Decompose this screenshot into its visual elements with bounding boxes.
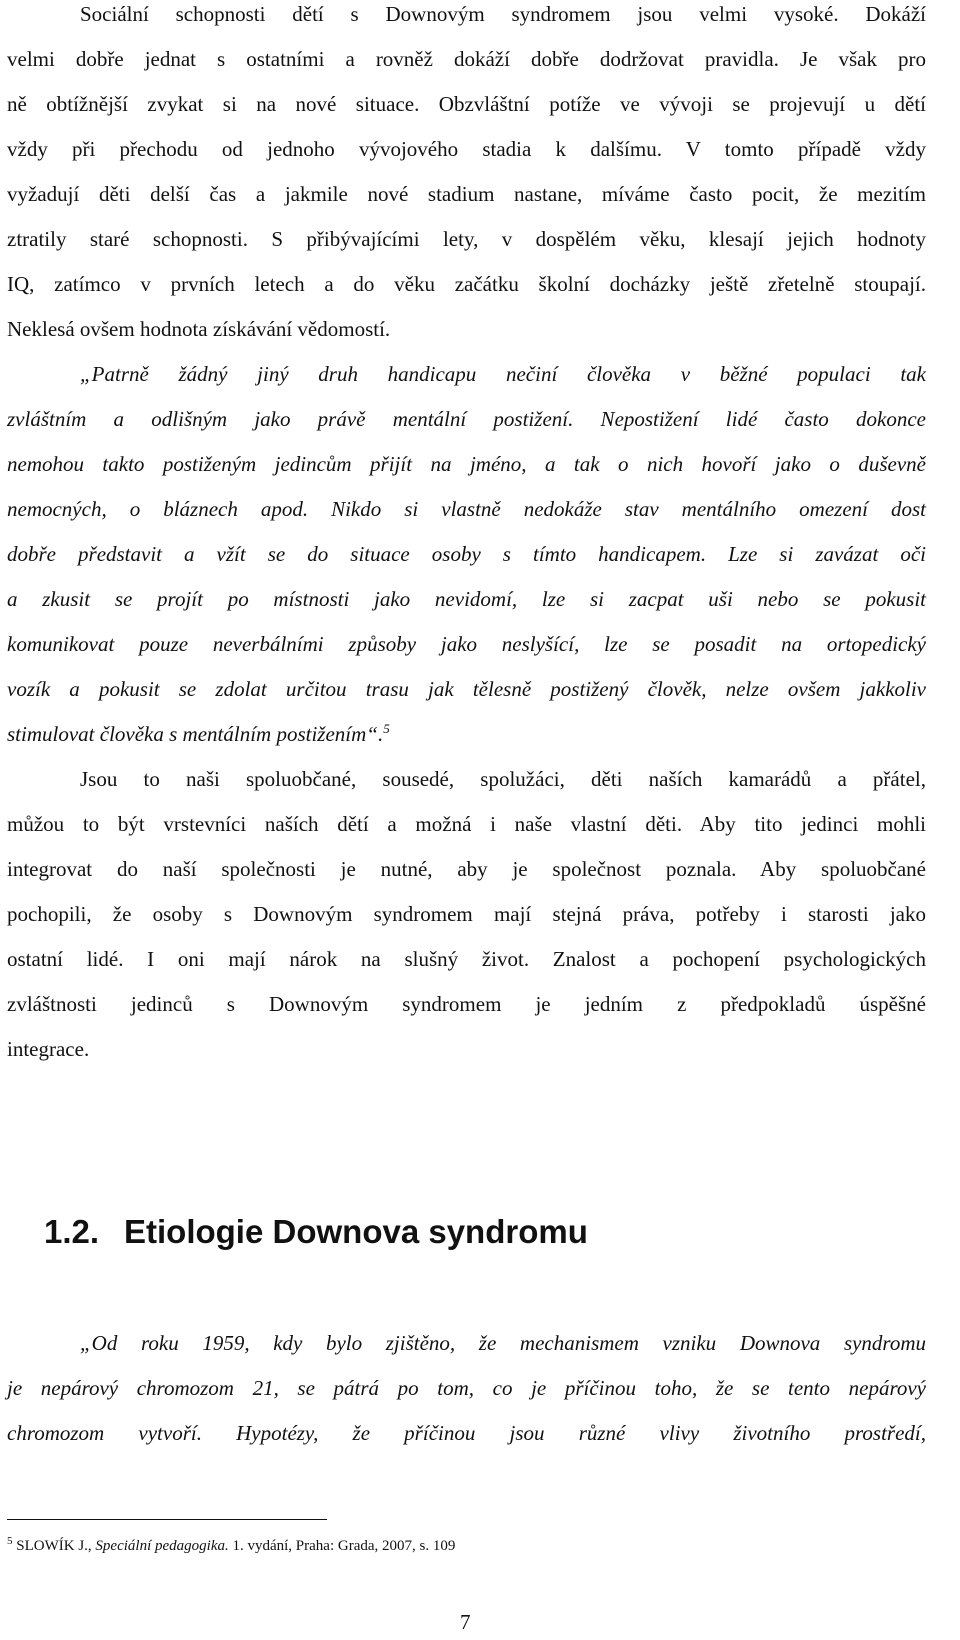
text-line: integrovat do naší společnosti je nutné, aby je společnost poznala. Aby spoluobčané [7,857,926,881]
text-line-content: stimulovat člověka s mentálním postižením“. [7,722,384,746]
text-line: ztratily staré schopnosti. S přibývajícími lety, v dospělém věku, klesají jejich hodnoty [7,227,926,251]
footnote-mark: 5 [7,1535,13,1547]
footnote-divider [7,1519,327,1520]
footnote-author: SLOWÍK J., [16,1538,96,1554]
text-line [7,721,926,746]
text-line: nemohou takto postiženým jedincům přijít na jméno, a tak o nich hovoří jako o duševně [7,452,926,476]
text-line: ně obtížnější zvykat si na nové situace. Obzvláštní potíže ve vývoji se projevují u dětí [7,92,926,116]
page-number: 7 [460,1610,471,1634]
text-line: komunikovat pouze neverbálními způsoby jako neslyšící, lze se posadit na ortopedický [7,632,926,656]
text-line: je nepárový chromozom 21, se pátrá po tom, co je příčinou toho, že se tento nepárový [7,1376,926,1400]
text-line: vždy při přechodu od jednoho vývojového stadia k dalšímu. V tomto případě vždy [7,137,926,161]
text-line: „Od roku 1959, kdy bylo zjištěno, že mechanismem vzniku Downova syndromu [80,1331,926,1355]
text-line: vyžadují děti delší čas a jakmile nové stadium nastane, míváme často pocit, že mezitím [7,182,926,206]
text-line: Sociální schopnosti dětí s Downovým syndromem jsou velmi vysoké. Dokáží [80,2,926,26]
text-line: vozík a pokusit se zdolat určitou trasu jak tělesně postižený člověk, nelze ovšem jakkoliv [7,677,926,701]
text-line: pochopili, že osoby s Downovým syndromem mají stejná práva, potřeby i starosti jako [7,902,926,926]
text-line: Jsou to naši spoluobčané, sousedé, spolužáci, děti naších kamarádů a přátel, [80,767,926,791]
text-line: integrace. [7,1037,90,1061]
text-line: Neklesá ovšem hodnota získávání vědomostí. [7,317,391,341]
text-line: a zkusit se projít po místnosti jako nevidomí, lze si zacpat uši nebo se pokusit [7,587,926,611]
footnote [7,1535,456,1555]
text-line: ostatní lidé. I oni mají nárok na slušný život. Znalost a pochopení psychologických [7,947,926,971]
text-line: můžou to být vrstevníci naších dětí a možná i naše vlastní děti. Aby tito jedinci mohli [7,812,926,836]
text-line: nemocných, o bláznech apod. Nikdo si vlastně nedokáže stav mentálního omezení dost [7,497,926,521]
text-line: zvláštním a odlišným jako právě mentální postižení. Nepostižení lidé často dokonce [7,407,926,431]
footnote-book-title: Speciální pedagogika. [95,1538,229,1554]
text-line: zvláštnosti jedinců s Downovým syndromem je jedním z předpokladů úspěšné [7,992,926,1016]
footnote-reference[interactable]: 5 [383,721,390,736]
section-number: 1.2. [44,1213,100,1250]
text-line: „Patrně žádný jiný druh handicapu nečiní člověka v běžné populaci tak [80,362,926,386]
text-line: chromozom vytvoří. Hypotézy, že příčinou jsou různé vlivy životního prostředí, [7,1421,926,1445]
text-line: IQ, zatímco v prvních letech a do věku začátku školní docházky ještě zřetelně stoupají. [7,272,926,296]
text-line: velmi dobře jednat s ostatními a rovněž dokáží dobře dodržovat pravidla. Je však pro [7,47,926,71]
text-line: dobře představit a vžít se do situace osoby s tímto handicapem. Lze si zavázat oči [7,542,926,566]
footnote-publication: 1. vydání, Praha: Grada, 2007, s. 109 [228,1538,456,1554]
section-title: Etiologie Downova syndromu [124,1213,588,1250]
section-heading [44,1213,588,1251]
